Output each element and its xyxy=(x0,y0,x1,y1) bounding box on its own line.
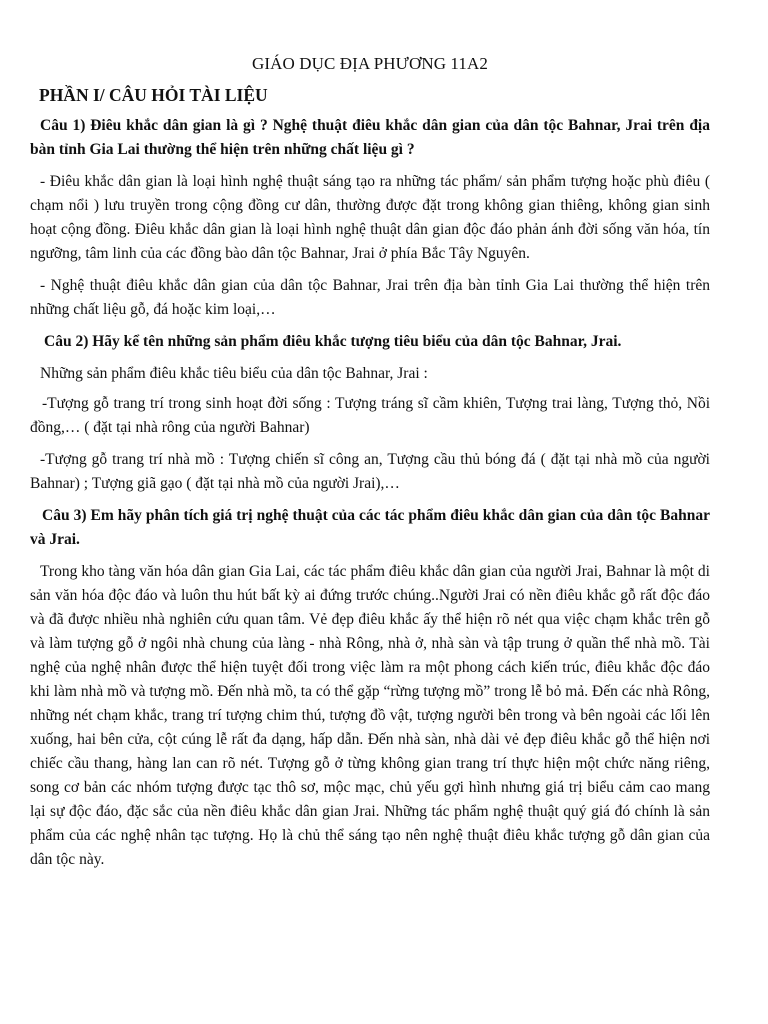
section-heading: PHẦN I/ CÂU HỎI TÀI LIỆU xyxy=(39,85,268,105)
question-3: Câu 3) Em hãy phân tích giá trị nghệ thuật của các tác phẩm điêu khắc dân gian của dân tộc Bahnar và Jrai. xyxy=(30,507,710,548)
answer-1-paragraph-1: - Điêu khắc dân gian là loại hình nghệ thuật sáng tạo ra những tác phẩm/ sản phẩm tượng hoặc phù điêu ( chạm nổi ) lưu truyền trong cộng đồng cư dân, thường được đặt trong không gian thiêng, không gian sinh hoạt cộng đồng. Điêu khắc dân gian là loại hình nghệ thuật dân gian độc đáo phản ánh đời sống văn hóa, tín ngưỡng, tâm linh của các đồng bào dân tộc Bahnar, Jrai ở phía Bắc Tây Nguyên. xyxy=(30,173,710,262)
answer-2-paragraph-2: -Tượng gỗ trang trí nhà mồ : Tượng chiến sĩ công an, Tượng cầu thủ bóng đá ( đặt tại nhà mồ của người Bahnar) ; Tượng giã gạo ( đặt tại nhà mồ của người Jrai),… xyxy=(30,451,710,492)
question-2: Câu 2) Hãy kể tên những sản phẩm điêu khắc tượng tiêu biểu của dân tộc Bahnar, Jrai. xyxy=(44,333,622,350)
answer-2-intro: Những sản phẩm điêu khắc tiêu biểu của dân tộc Bahnar, Jrai : xyxy=(40,365,428,382)
document-title: GIÁO DỤC ĐỊA PHƯƠNG 11A2 xyxy=(252,54,488,73)
question-1: Câu 1) Điêu khắc dân gian là gì ? Nghệ thuật điêu khắc dân gian của dân tộc Bahnar, Jrai trên địa bàn tỉnh Gia Lai thường thể hiện trên những chất liệu gì ? xyxy=(30,117,710,158)
answer-3-paragraph: Trong kho tàng văn hóa dân gian Gia Lai, các tác phẩm điêu khắc dân gian của người Jrai, Bahnar là một di sản văn hóa độc đáo và luôn thu hút bất kỳ ai đứng trước chúng..Người Jrai có nền điêu khắc gỗ rất độc đáo và đã được nhiều nhà nghiên cứu quan tâm. Vẻ đẹp điêu khắc ấy thể hiện rõ nét qua việc chạm khắc trên gỗ và làm tượng gỗ ở ngôi nhà chung của làng - nhà Rông, nhà ở, nhà sàn và tập trung ở quần thể nhà mồ. Tài nghệ của nghệ nhân được thể hiện tuyệt đối trong việc làm ra một phong cách kiến trúc, điêu khắc độc đáo khi làm nhà mồ và tượng mồ. Đến nhà mồ, ta có thể gặp “rừng tượng mồ” trong lễ bỏ mả. Đến các nhà Rông, những nét chạm khắc, trang trí tượng chim thú, tượng đồ vật, tượng người bên trong và bên ngoài các lối lên xuống, hai bên cửa, cột cúng lễ rất đa dạng, hấp dẫn. Đến nhà sàn, nhà dài vẻ đẹp điêu khắc gỗ thể hiện nơi chiếc cầu thang, hàng lan can rõ nét. Tượng gỗ ở từng không gian trang trí thực hiện một chức năng riêng, song cơ bản các nhóm tượng được tạc thô sơ, mộc mạc, chủ yếu gợi hình nhưng giá trị biểu cảm cao mang lại sự độc đáo, đặc sắc của nền điêu khắc dân gian Jrai. Những tác phẩm nghệ thuật quý giá đó chính là sản phẩm của các nghệ nhân tạc tượng. Họ là chủ thể sáng tạo nên nghệ thuật điêu khắc tượng gỗ dân gian của dân tộc này. xyxy=(30,563,710,868)
answer-2-paragraph-1: -Tượng gỗ trang trí trong sinh hoạt đời sống : Tượng tráng sĩ cầm khiên, Tượng trai làng, Tượng thỏ, Nồi đồng,… ( đặt tại nhà rông của người Bahnar) xyxy=(30,395,710,436)
document-page xyxy=(30,52,710,880)
answer-1-paragraph-2: - Nghệ thuật điêu khắc dân gian của dân tộc Bahnar, Jrai trên địa bàn tỉnh Gia Lai thường thể hiện trên những chất liệu gỗ, đá hoặc kim loại,… xyxy=(30,277,710,318)
